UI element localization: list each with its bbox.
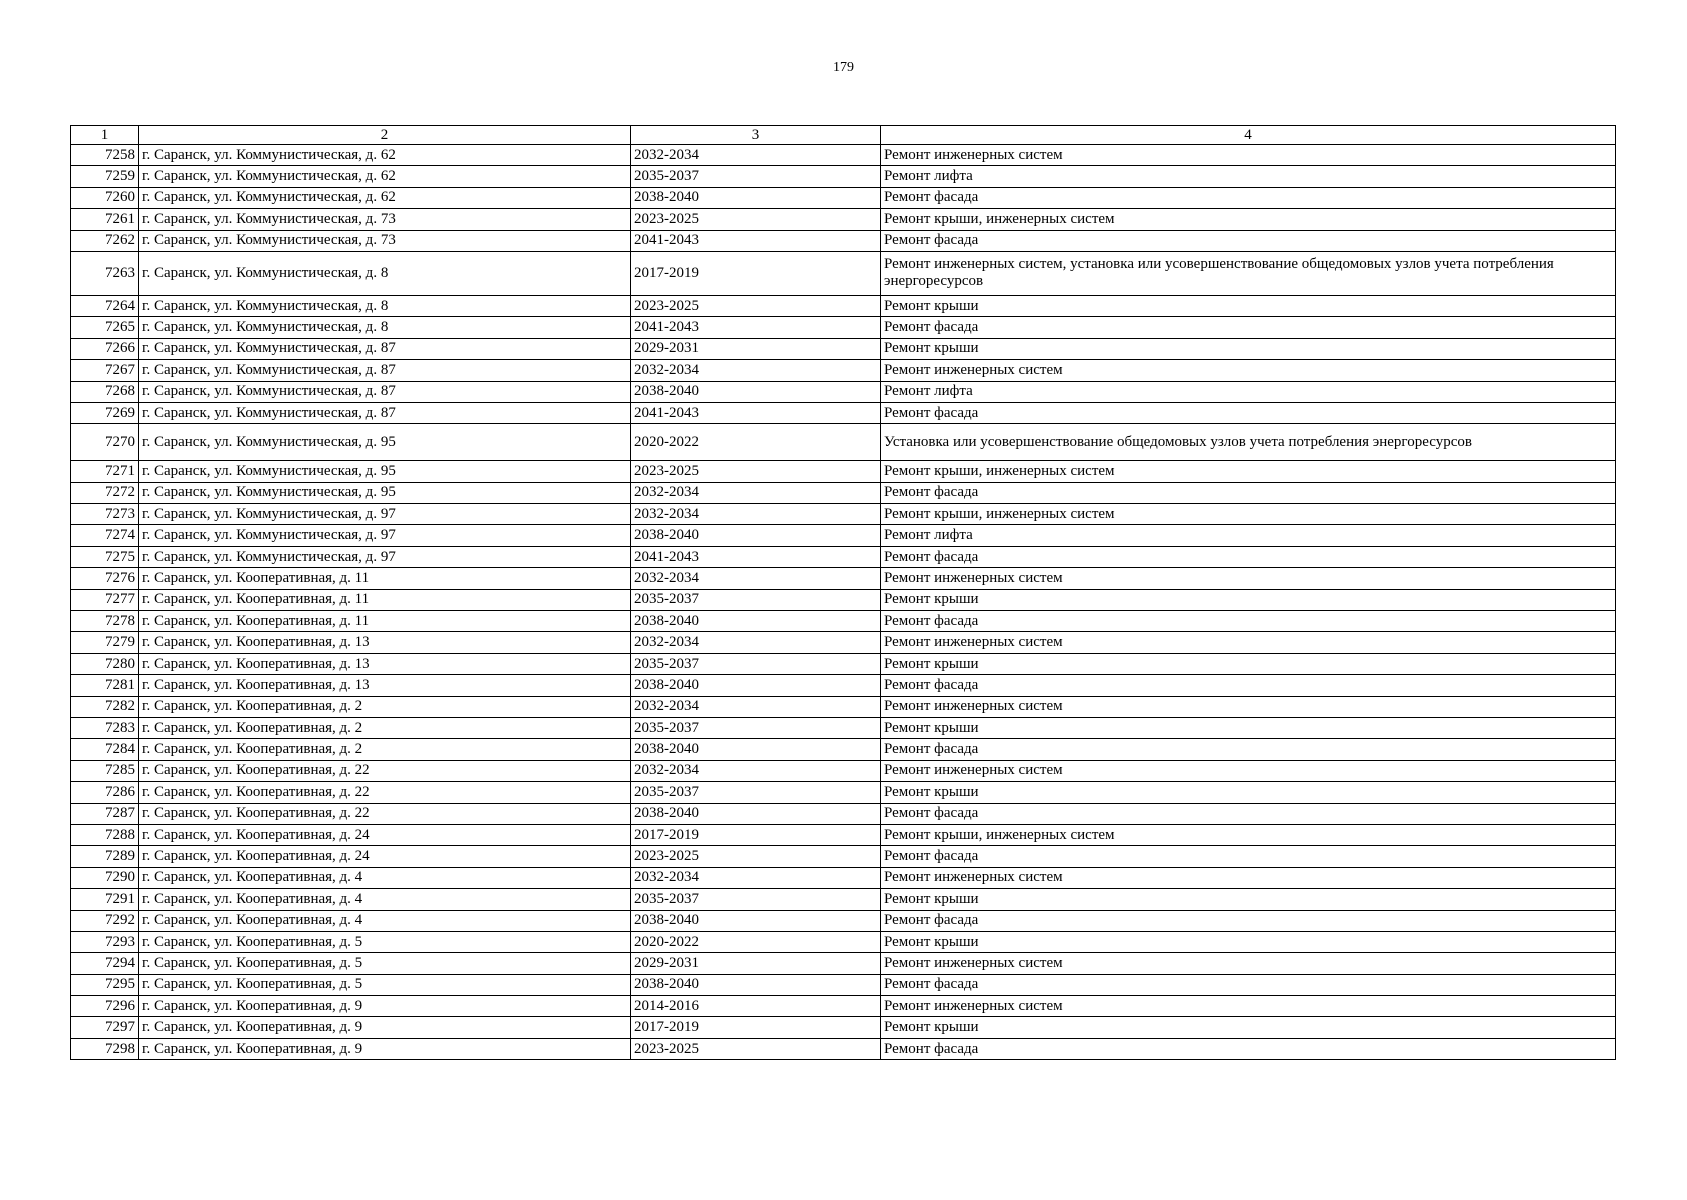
period-cell: 2023-2025 [631,295,881,316]
page-number: 179 [833,60,854,75]
work-type-cell: Ремонт инженерных систем [881,145,1616,166]
address-cell: г. Саранск, ул. Кооперативная, д. 4 [139,910,631,931]
row-number-cell: 7288 [71,824,139,845]
address-cell: г. Саранск, ул. Кооперативная, д. 2 [139,696,631,717]
period-cell: 2041-2043 [631,546,881,567]
address-cell: г. Саранск, ул. Кооперативная, д. 5 [139,931,631,952]
work-type-cell: Ремонт фасада [881,230,1616,251]
address-cell: г. Саранск, ул. Коммунистическая, д. 95 [139,482,631,503]
address-cell: г. Саранск, ул. Коммунистическая, д. 95 [139,424,631,461]
table-row [71,846,1616,867]
period-cell: 2038-2040 [631,803,881,824]
work-type-cell: Ремонт инженерных систем [881,632,1616,653]
address-cell: г. Саранск, ул. Кооперативная, д. 5 [139,953,631,974]
row-number-cell: 7264 [71,295,139,316]
column-header-4: 4 [881,126,1616,145]
address-cell: г. Саранск, ул. Кооперативная, д. 9 [139,996,631,1017]
table-row [71,1017,1616,1038]
row-number-cell: 7276 [71,568,139,589]
period-cell: 2038-2040 [631,974,881,995]
work-type-cell: Ремонт крыши, инженерных систем [881,504,1616,525]
period-cell: 2038-2040 [631,187,881,208]
row-number-cell: 7263 [71,251,139,295]
work-type-cell: Ремонт фасада [881,611,1616,632]
address-cell: г. Саранск, ул. Коммунистическая, д. 87 [139,402,631,423]
work-type-cell: Ремонт фасада [881,482,1616,503]
period-cell: 2017-2019 [631,251,881,295]
work-type-cell: Ремонт фасада [881,317,1616,338]
address-cell: г. Саранск, ул. Коммунистическая, д. 62 [139,145,631,166]
address-cell: г. Саранск, ул. Коммунистическая, д. 8 [139,317,631,338]
address-cell: г. Саранск, ул. Кооперативная, д. 9 [139,1017,631,1038]
row-number-cell: 7262 [71,230,139,251]
row-number-cell: 7261 [71,209,139,230]
address-cell: г. Саранск, ул. Коммунистическая, д. 73 [139,209,631,230]
row-number-cell: 7287 [71,803,139,824]
work-type-cell: Ремонт фасада [881,187,1616,208]
table-row [71,1038,1616,1059]
period-cell: 2038-2040 [631,381,881,402]
table-row [71,760,1616,781]
period-cell: 2023-2025 [631,461,881,482]
row-number-cell: 7275 [71,546,139,567]
row-number-cell: 7294 [71,953,139,974]
work-type-cell: Ремонт инженерных систем [881,360,1616,381]
work-type-cell: Ремонт инженерных систем [881,568,1616,589]
row-number-cell: 7279 [71,632,139,653]
work-type-cell: Ремонт крыши [881,931,1616,952]
work-type-cell: Ремонт инженерных систем [881,953,1616,974]
table-row [71,209,1616,230]
table-row [71,910,1616,931]
row-number-cell: 7283 [71,717,139,738]
table-row [71,803,1616,824]
address-cell: г. Саранск, ул. Кооперативная, д. 24 [139,846,631,867]
row-number-cell: 7258 [71,145,139,166]
address-cell: г. Саранск, ул. Коммунистическая, д. 8 [139,251,631,295]
row-number-cell: 7296 [71,996,139,1017]
table-row [71,317,1616,338]
period-cell: 2035-2037 [631,717,881,738]
repair-schedule-table [70,125,1616,1060]
address-cell: г. Саранск, ул. Кооперативная, д. 11 [139,611,631,632]
table-row [71,187,1616,208]
work-type-cell: Ремонт лифта [881,381,1616,402]
table-row [71,338,1616,359]
row-number-cell: 7282 [71,696,139,717]
work-type-cell: Ремонт фасада [881,846,1616,867]
address-cell: г. Саранск, ул. Коммунистическая, д. 8 [139,295,631,316]
period-cell: 2014-2016 [631,996,881,1017]
period-cell: 2032-2034 [631,867,881,888]
table-row [71,504,1616,525]
table-row [71,360,1616,381]
period-cell: 2041-2043 [631,230,881,251]
work-type-cell: Установка или усовершенствование общедомовых узлов учета потребления энергоресурсов [881,424,1616,461]
table-row [71,461,1616,482]
work-type-cell: Ремонт лифта [881,525,1616,546]
work-type-cell: Ремонт фасада [881,675,1616,696]
address-cell: г. Саранск, ул. Коммунистическая, д. 95 [139,461,631,482]
address-cell: г. Саранск, ул. Кооперативная, д. 4 [139,889,631,910]
address-cell: г. Саранск, ул. Кооперативная, д. 22 [139,803,631,824]
row-number-cell: 7272 [71,482,139,503]
period-cell: 2023-2025 [631,1038,881,1059]
period-cell: 2035-2037 [631,889,881,910]
address-cell: г. Саранск, ул. Коммунистическая, д. 62 [139,166,631,187]
row-number-cell: 7298 [71,1038,139,1059]
column-header-1: 1 [71,126,139,145]
period-cell: 2038-2040 [631,910,881,931]
period-cell: 2038-2040 [631,525,881,546]
period-cell: 2020-2022 [631,424,881,461]
address-cell: г. Саранск, ул. Кооперативная, д. 13 [139,653,631,674]
period-cell: 2032-2034 [631,504,881,525]
address-cell: г. Саранск, ул. Кооперативная, д. 24 [139,824,631,845]
row-number-cell: 7273 [71,504,139,525]
address-cell: г. Саранск, ул. Кооперативная, д. 11 [139,568,631,589]
row-number-cell: 7270 [71,424,139,461]
table-row [71,953,1616,974]
table-row [71,974,1616,995]
row-number-cell: 7285 [71,760,139,781]
work-type-cell: Ремонт крыши [881,1017,1616,1038]
table-row [71,824,1616,845]
address-cell: г. Саранск, ул. Кооперативная, д. 5 [139,974,631,995]
table-row [71,931,1616,952]
column-header-2: 2 [139,126,631,145]
row-number-cell: 7267 [71,360,139,381]
period-cell: 2029-2031 [631,953,881,974]
address-cell: г. Саранск, ул. Коммунистическая, д. 73 [139,230,631,251]
period-cell: 2020-2022 [631,931,881,952]
row-number-cell: 7295 [71,974,139,995]
table-row [71,611,1616,632]
period-cell: 2032-2034 [631,482,881,503]
address-cell: г. Саранск, ул. Коммунистическая, д. 97 [139,525,631,546]
row-number-cell: 7278 [71,611,139,632]
period-cell: 2038-2040 [631,675,881,696]
table-row [71,145,1616,166]
work-type-cell: Ремонт инженерных систем [881,760,1616,781]
table-row [71,525,1616,546]
work-type-cell: Ремонт крыши, инженерных систем [881,824,1616,845]
work-type-cell: Ремонт инженерных систем [881,996,1616,1017]
table-row [71,867,1616,888]
period-cell: 2038-2040 [631,611,881,632]
address-cell: г. Саранск, ул. Коммунистическая, д. 62 [139,187,631,208]
row-number-cell: 7259 [71,166,139,187]
table-row [71,889,1616,910]
table-row [71,424,1616,461]
period-cell: 2041-2043 [631,402,881,423]
row-number-cell: 7277 [71,589,139,610]
period-cell: 2035-2037 [631,782,881,803]
table-row [71,251,1616,295]
address-cell: г. Саранск, ул. Коммунистическая, д. 87 [139,360,631,381]
period-cell: 2032-2034 [631,568,881,589]
address-cell: г. Саранск, ул. Кооперативная, д. 22 [139,782,631,803]
work-type-cell: Ремонт фасада [881,910,1616,931]
address-cell: г. Саранск, ул. Коммунистическая, д. 97 [139,504,631,525]
table-row [71,739,1616,760]
work-type-cell: Ремонт фасада [881,1038,1616,1059]
work-type-cell: Ремонт фасада [881,803,1616,824]
work-type-cell: Ремонт фасада [881,974,1616,995]
work-type-cell: Ремонт крыши, инженерных систем [881,209,1616,230]
table-row [71,675,1616,696]
work-type-cell: Ремонт инженерных систем, установка или усовершенствование общедомовых узлов учета потребления энергоресурсов [881,251,1616,295]
table-row [71,546,1616,567]
period-cell: 2032-2034 [631,760,881,781]
table-row [71,230,1616,251]
row-number-cell: 7260 [71,187,139,208]
column-header-3: 3 [631,126,881,145]
table-row [71,482,1616,503]
address-cell: г. Саранск, ул. Кооперативная, д. 2 [139,717,631,738]
address-cell: г. Саранск, ул. Кооперативная, д. 11 [139,589,631,610]
period-cell: 2032-2034 [631,145,881,166]
work-type-cell: Ремонт крыши [881,295,1616,316]
work-type-cell: Ремонт фасада [881,546,1616,567]
address-cell: г. Саранск, ул. Кооперативная, д. 2 [139,739,631,760]
work-type-cell: Ремонт крыши [881,717,1616,738]
work-type-cell: Ремонт инженерных систем [881,867,1616,888]
work-type-cell: Ремонт инженерных систем [881,696,1616,717]
period-cell: 2029-2031 [631,338,881,359]
work-type-cell: Ремонт крыши [881,782,1616,803]
table-row [71,996,1616,1017]
work-type-cell: Ремонт фасада [881,402,1616,423]
table-row [71,717,1616,738]
period-cell: 2035-2037 [631,589,881,610]
table-row [71,381,1616,402]
row-number-cell: 7284 [71,739,139,760]
period-cell: 2041-2043 [631,317,881,338]
table-row [71,696,1616,717]
row-number-cell: 7297 [71,1017,139,1038]
period-cell: 2032-2034 [631,632,881,653]
row-number-cell: 7268 [71,381,139,402]
address-cell: г. Саранск, ул. Кооперативная, д. 13 [139,675,631,696]
table-row [71,589,1616,610]
address-cell: г. Саранск, ул. Кооперативная, д. 4 [139,867,631,888]
row-number-cell: 7286 [71,782,139,803]
table-header-row [71,126,1616,145]
address-cell: г. Саранск, ул. Коммунистическая, д. 97 [139,546,631,567]
row-number-cell: 7274 [71,525,139,546]
table-body [71,145,1616,1060]
table-row [71,632,1616,653]
period-cell: 2032-2034 [631,696,881,717]
address-cell: г. Саранск, ул. Кооперативная, д. 13 [139,632,631,653]
row-number-cell: 7290 [71,867,139,888]
table-row [71,166,1616,187]
period-cell: 2017-2019 [631,1017,881,1038]
work-type-cell: Ремонт крыши, инженерных систем [881,461,1616,482]
table-row [71,653,1616,674]
period-cell: 2017-2019 [631,824,881,845]
work-type-cell: Ремонт фасада [881,739,1616,760]
address-cell: г. Саранск, ул. Коммунистическая, д. 87 [139,381,631,402]
address-cell: г. Саранск, ул. Кооперативная, д. 22 [139,760,631,781]
period-cell: 2038-2040 [631,739,881,760]
work-type-cell: Ремонт крыши [881,589,1616,610]
row-number-cell: 7281 [71,675,139,696]
work-type-cell: Ремонт крыши [881,338,1616,359]
period-cell: 2023-2025 [631,209,881,230]
row-number-cell: 7289 [71,846,139,867]
row-number-cell: 7266 [71,338,139,359]
row-number-cell: 7292 [71,910,139,931]
table-row [71,402,1616,423]
address-cell: г. Саранск, ул. Кооперативная, д. 9 [139,1038,631,1059]
table-row [71,568,1616,589]
row-number-cell: 7269 [71,402,139,423]
period-cell: 2032-2034 [631,360,881,381]
period-cell: 2023-2025 [631,846,881,867]
row-number-cell: 7271 [71,461,139,482]
period-cell: 2035-2037 [631,166,881,187]
work-type-cell: Ремонт крыши [881,889,1616,910]
table-row [71,782,1616,803]
work-type-cell: Ремонт лифта [881,166,1616,187]
row-number-cell: 7280 [71,653,139,674]
period-cell: 2035-2037 [631,653,881,674]
address-cell: г. Саранск, ул. Коммунистическая, д. 87 [139,338,631,359]
row-number-cell: 7265 [71,317,139,338]
work-type-cell: Ремонт крыши [881,653,1616,674]
row-number-cell: 7291 [71,889,139,910]
table-row [71,295,1616,316]
row-number-cell: 7293 [71,931,139,952]
